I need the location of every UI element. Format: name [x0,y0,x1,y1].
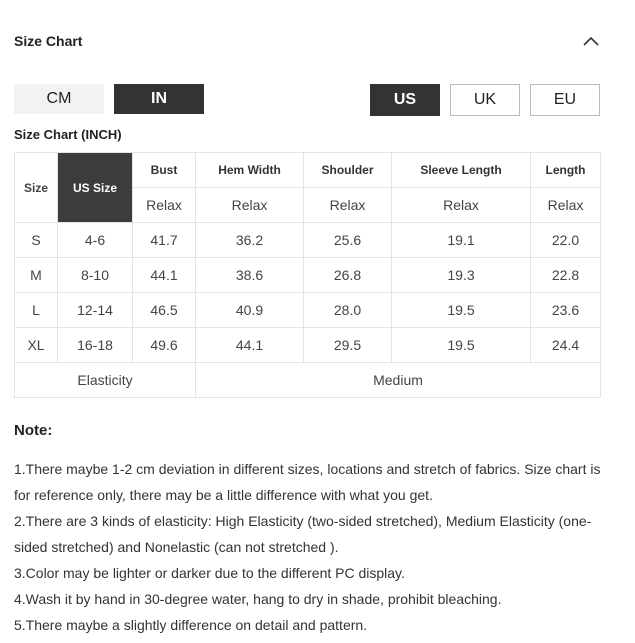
size-table [14,152,601,398]
chevron-up-icon[interactable] [582,33,600,49]
col-header-shoulder: Shoulder [304,153,392,188]
elasticity-row [15,363,601,398]
col-header-hem-width: Hem Width [196,153,304,188]
fit-cell: Relax [133,188,196,223]
size-header: Size [15,153,58,223]
hem-width-cell: 38.6 [196,258,304,293]
shoulder-cell: 29.5 [304,328,392,363]
size-cell: L [15,293,58,328]
note-list [14,456,604,638]
table-row [15,293,601,328]
shoulder-cell: 26.8 [304,258,392,293]
bust-cell: 44.1 [133,258,196,293]
length-cell: 23.6 [531,293,601,328]
region-tab-uk[interactable]: UK [450,84,520,116]
us-size-cell: 4-6 [58,223,133,258]
fit-cell: Relax [392,188,531,223]
bust-cell: 41.7 [133,223,196,258]
col-header-bust: Bust [133,153,196,188]
section-title: Size Chart [14,33,83,49]
col-header-length: Length [531,153,601,188]
sleeve-length-cell: 19.5 [392,328,531,363]
unit-tab-cm[interactable]: CM [14,84,104,114]
elasticity-label: Elasticity [15,363,196,398]
table-row [15,223,601,258]
col-header-sleeve-length: Sleeve Length [392,153,531,188]
hem-width-cell: 40.9 [196,293,304,328]
size-chart-header[interactable] [14,33,600,53]
region-tab-us[interactable]: US [370,84,440,116]
region-tab-eu[interactable]: EU [530,84,600,116]
hem-width-cell: 44.1 [196,328,304,363]
table-row [15,258,601,293]
us-size-cell: 12-14 [58,293,133,328]
us-size-cell: 16-18 [58,328,133,363]
sleeve-length-cell: 19.1 [392,223,531,258]
us-size-header: US Size [58,153,133,223]
shoulder-cell: 25.6 [304,223,392,258]
note-item: 2.There are 3 kinds of elasticity: High Elasticity (two-sided stretched), Medium Elasticity (one-sided stretched) and Nonelastic (can not stretched ). [14,513,592,555]
table-row [15,328,601,363]
note-item: 5.There maybe a slightly difference on detail and pattern. [14,617,368,633]
length-cell: 24.4 [531,328,601,363]
sleeve-length-cell: 19.3 [392,258,531,293]
bust-cell: 46.5 [133,293,196,328]
fit-cell: Relax [304,188,392,223]
fit-cell: Relax [531,188,601,223]
length-cell: 22.0 [531,223,601,258]
size-cell: XL [15,328,58,363]
note-item: 4.Wash it by hand in 30-degree water, hang to dry in shade, prohibit bleaching. [14,591,502,607]
shoulder-cell: 28.0 [304,293,392,328]
us-size-cell: 8-10 [58,258,133,293]
note-title: Note: [14,422,53,439]
length-cell: 22.8 [531,258,601,293]
fit-cell: Relax [196,188,304,223]
unit-tab-in[interactable]: IN [114,84,204,114]
note-item: 1.There maybe 1-2 cm deviation in different sizes, locations and stretch of fabrics. Size chart is for reference only, there may be a little difference with what you get. [14,461,601,503]
note-item: 3.Color may be lighter or darker due to the different PC display. [14,565,405,581]
elasticity-value: Medium [196,363,601,398]
size-cell: S [15,223,58,258]
hem-width-cell: 36.2 [196,223,304,258]
size-cell: M [15,258,58,293]
sleeve-length-cell: 19.5 [392,293,531,328]
bust-cell: 49.6 [133,328,196,363]
table-subtitle: Size Chart (INCH) [14,127,122,142]
